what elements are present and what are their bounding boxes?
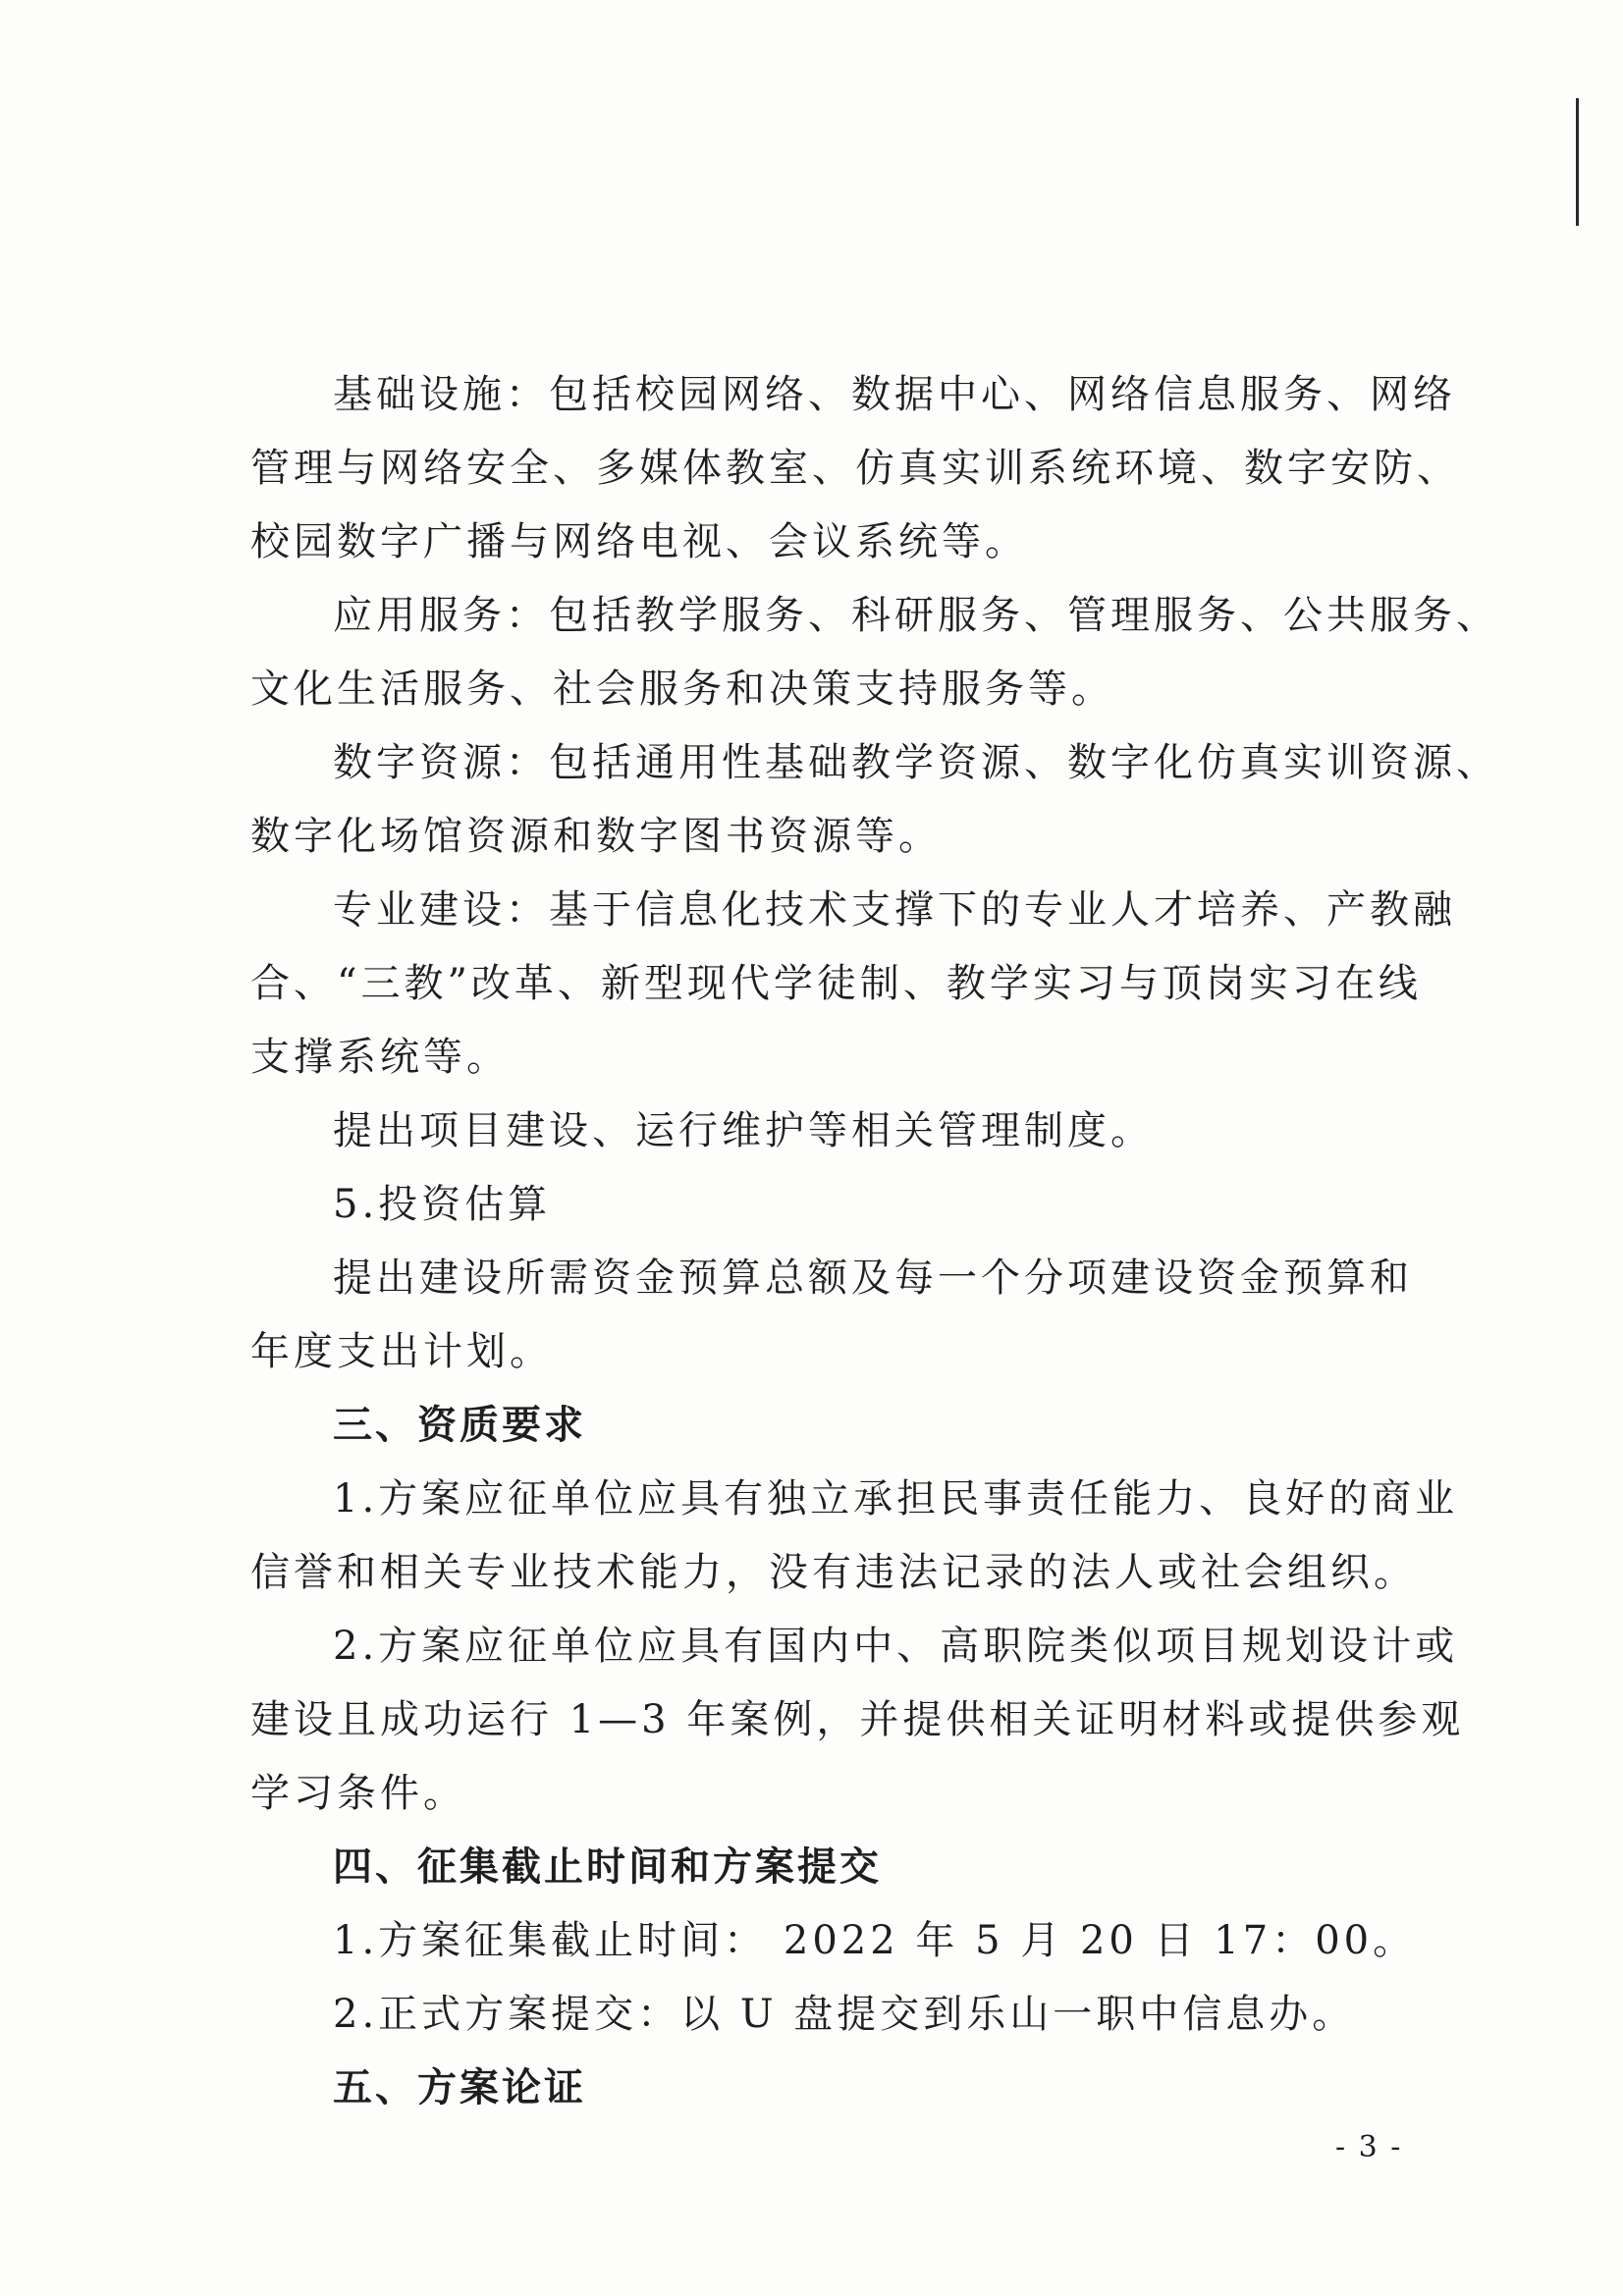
scan-edge-mark — [1576, 98, 1579, 226]
paragraph-line: 学习条件。 — [250, 1771, 466, 1816]
paragraph-line: 2.方案应征单位应具有国内中、高职院类似项目规划设计或 — [333, 1624, 1459, 1669]
paragraph-line: 文化生活服务、社会服务和决策支持服务等。 — [250, 667, 1114, 712]
paragraph-line: 1.方案应征单位应具有独立承担民事责任能力、良好的商业 — [333, 1476, 1459, 1522]
paragraph-line: 数字化场馆资源和数字图书资源等。 — [250, 814, 942, 859]
document-body — [250, 358, 1499, 2125]
paragraph-line: 2.正式方案提交：以 U 盘提交到乐山一职中信息办。 — [333, 1992, 1356, 2037]
paragraph-line: 专业建设：基于信息化技术支撑下的专业人才培养、产教融 — [333, 887, 1456, 933]
paragraph-line: 数字资源：包括通用性基础教学资源、数字化仿真实训资源、 — [333, 740, 1499, 785]
paragraph-line: 年度支出计划。 — [250, 1329, 553, 1374]
paragraph-line: 基础设施：包括校园网络、数据中心、网络信息服务、网络 — [333, 372, 1456, 417]
section-heading: 三、资质要求 — [333, 1403, 586, 1448]
section-heading: 四、征集截止时间和方案提交 — [333, 1844, 882, 1890]
paragraph-line: 信誉和相关专业技术能力，没有违法记录的法人或社会组织。 — [250, 1550, 1417, 1595]
paragraph-line: 提出项目建设、运行维护等相关管理制度。 — [333, 1108, 1154, 1153]
paragraph-line: 管理与网络安全、多媒体教室、仿真实训系统环境、数字安防、 — [250, 446, 1460, 491]
paragraph-line: 应用服务：包括教学服务、科研服务、管理服务、公共服务、 — [333, 593, 1499, 638]
section-heading: 五、方案论证 — [333, 2065, 586, 2110]
page-number: - 3 - — [1335, 2130, 1403, 2164]
paragraph-line: 提出建设所需资金预算总额及每一个分项建设资金预算和 — [333, 1255, 1413, 1301]
paragraph-line: 合、“三教”改革、新型现代学徒制、教学实习与顶岗实习在线 — [250, 961, 1422, 1006]
paragraph-line: 建设且成功运行 1—3 年案例，并提供相关证明材料或提供参观 — [250, 1697, 1465, 1742]
paragraph-line: 5.投资估算 — [333, 1182, 552, 1227]
paragraph-line: 支撑系统等。 — [250, 1035, 510, 1080]
paragraph-line: 1.方案征集截止时间： 2022 年 5 月 20 日 17：00。 — [333, 1918, 1417, 1963]
paragraph-line: 校园数字广播与网络电视、会议系统等。 — [250, 519, 1028, 564]
